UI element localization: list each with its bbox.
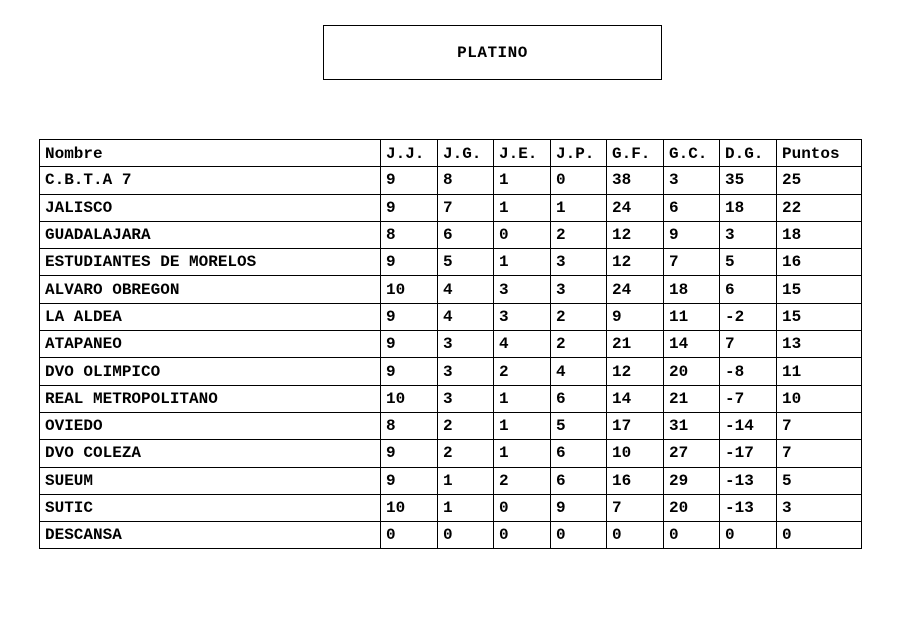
jg-cell: 8	[438, 167, 494, 194]
table-body	[40, 167, 862, 549]
dg-cell: -17	[720, 440, 777, 467]
table-row	[40, 167, 862, 194]
column-header-gf: G.F.	[607, 140, 664, 167]
gf-cell: 24	[607, 276, 664, 303]
jg-cell: 2	[438, 412, 494, 439]
gf-cell: 12	[607, 221, 664, 248]
gf-cell: 24	[607, 194, 664, 221]
jg-cell: 5	[438, 249, 494, 276]
jp-cell: 4	[551, 358, 607, 385]
column-header-jp: J.P.	[551, 140, 607, 167]
gc-cell: 9	[664, 221, 720, 248]
dg-cell: -8	[720, 358, 777, 385]
jg-cell: 1	[438, 494, 494, 521]
gf-cell: 17	[607, 412, 664, 439]
je-cell: 3	[494, 276, 551, 303]
je-cell: 1	[494, 194, 551, 221]
jj-cell: 8	[381, 221, 438, 248]
gc-cell: 3	[664, 167, 720, 194]
jg-cell: 7	[438, 194, 494, 221]
table-row	[40, 221, 862, 248]
jp-cell: 3	[551, 249, 607, 276]
points-cell: 13	[777, 331, 862, 358]
team-name-cell: C.B.T.A 7	[40, 167, 381, 194]
dg-cell: 0	[720, 522, 777, 549]
dg-cell: 3	[720, 221, 777, 248]
team-name-cell: DESCANSA	[40, 522, 381, 549]
dg-cell: -14	[720, 412, 777, 439]
gf-cell: 12	[607, 249, 664, 276]
table-row	[40, 467, 862, 494]
gf-cell: 14	[607, 385, 664, 412]
team-name-cell: REAL METROPOLITANO	[40, 385, 381, 412]
jp-cell: 6	[551, 385, 607, 412]
team-name-cell: SUTIC	[40, 494, 381, 521]
table-header-row	[40, 140, 862, 167]
jj-cell: 0	[381, 522, 438, 549]
column-header-je: J.E.	[494, 140, 551, 167]
table-row	[40, 303, 862, 330]
jg-cell: 0	[438, 522, 494, 549]
team-name-cell: DVO COLEZA	[40, 440, 381, 467]
table-row	[40, 385, 862, 412]
jp-cell: 2	[551, 221, 607, 248]
je-cell: 1	[494, 440, 551, 467]
je-cell: 4	[494, 331, 551, 358]
gf-cell: 0	[607, 522, 664, 549]
team-name-cell: JALISCO	[40, 194, 381, 221]
dg-cell: 6	[720, 276, 777, 303]
points-cell: 22	[777, 194, 862, 221]
table-row	[40, 522, 862, 549]
column-header-puntos: Puntos	[777, 140, 862, 167]
points-cell: 16	[777, 249, 862, 276]
jp-cell: 5	[551, 412, 607, 439]
jj-cell: 9	[381, 467, 438, 494]
jp-cell: 0	[551, 522, 607, 549]
gf-cell: 10	[607, 440, 664, 467]
dg-cell: 5	[720, 249, 777, 276]
standings-table	[39, 139, 862, 549]
dg-cell: -7	[720, 385, 777, 412]
team-name-cell: ALVARO OBREGON	[40, 276, 381, 303]
dg-cell: 35	[720, 167, 777, 194]
team-name-cell: OVIEDO	[40, 412, 381, 439]
jp-cell: 6	[551, 467, 607, 494]
table-row	[40, 249, 862, 276]
jg-cell: 4	[438, 276, 494, 303]
jj-cell: 9	[381, 194, 438, 221]
team-name-cell: ATAPANEO	[40, 331, 381, 358]
jj-cell: 9	[381, 358, 438, 385]
table-row	[40, 194, 862, 221]
je-cell: 3	[494, 303, 551, 330]
jg-cell: 2	[438, 440, 494, 467]
gc-cell: 0	[664, 522, 720, 549]
points-cell: 10	[777, 385, 862, 412]
gf-cell: 7	[607, 494, 664, 521]
je-cell: 2	[494, 467, 551, 494]
gc-cell: 11	[664, 303, 720, 330]
gf-cell: 12	[607, 358, 664, 385]
gc-cell: 29	[664, 467, 720, 494]
gf-cell: 16	[607, 467, 664, 494]
table-row	[40, 412, 862, 439]
points-cell: 3	[777, 494, 862, 521]
jg-cell: 4	[438, 303, 494, 330]
gc-cell: 20	[664, 494, 720, 521]
jj-cell: 9	[381, 331, 438, 358]
je-cell: 1	[494, 249, 551, 276]
table-row	[40, 358, 862, 385]
column-header-gc: G.C.	[664, 140, 720, 167]
dg-cell: 7	[720, 331, 777, 358]
dg-cell: -13	[720, 467, 777, 494]
jg-cell: 6	[438, 221, 494, 248]
jj-cell: 9	[381, 440, 438, 467]
dg-cell: -13	[720, 494, 777, 521]
gc-cell: 27	[664, 440, 720, 467]
jp-cell: 6	[551, 440, 607, 467]
je-cell: 1	[494, 167, 551, 194]
gc-cell: 20	[664, 358, 720, 385]
gf-cell: 9	[607, 303, 664, 330]
jj-cell: 9	[381, 249, 438, 276]
gf-cell: 38	[607, 167, 664, 194]
team-name-cell: GUADALAJARA	[40, 221, 381, 248]
gc-cell: 18	[664, 276, 720, 303]
jp-cell: 0	[551, 167, 607, 194]
jp-cell: 9	[551, 494, 607, 521]
jj-cell: 9	[381, 303, 438, 330]
points-cell: 7	[777, 440, 862, 467]
jp-cell: 3	[551, 276, 607, 303]
gc-cell: 31	[664, 412, 720, 439]
table-row	[40, 440, 862, 467]
je-cell: 1	[494, 385, 551, 412]
column-header-dg: D.G.	[720, 140, 777, 167]
points-cell: 15	[777, 276, 862, 303]
team-name-cell: DVO OLIMPICO	[40, 358, 381, 385]
gc-cell: 6	[664, 194, 720, 221]
jg-cell: 3	[438, 358, 494, 385]
points-cell: 11	[777, 358, 862, 385]
jg-cell: 3	[438, 385, 494, 412]
column-header-jg: J.G.	[438, 140, 494, 167]
points-cell: 5	[777, 467, 862, 494]
jj-cell: 10	[381, 385, 438, 412]
points-cell: 15	[777, 303, 862, 330]
dg-cell: 18	[720, 194, 777, 221]
page-title: PLATINO	[323, 25, 662, 80]
column-header-nombre: Nombre	[40, 140, 381, 167]
je-cell: 0	[494, 522, 551, 549]
jp-cell: 2	[551, 331, 607, 358]
jp-cell: 2	[551, 303, 607, 330]
team-name-cell: ESTUDIANTES DE MORELOS	[40, 249, 381, 276]
je-cell: 0	[494, 221, 551, 248]
points-cell: 0	[777, 522, 862, 549]
table-row	[40, 331, 862, 358]
jj-cell: 9	[381, 167, 438, 194]
team-name-cell: SUEUM	[40, 467, 381, 494]
jj-cell: 10	[381, 494, 438, 521]
points-cell: 7	[777, 412, 862, 439]
column-header-jj: J.J.	[381, 140, 438, 167]
points-cell: 25	[777, 167, 862, 194]
jj-cell: 10	[381, 276, 438, 303]
table-row	[40, 276, 862, 303]
gc-cell: 14	[664, 331, 720, 358]
table-row	[40, 494, 862, 521]
gc-cell: 7	[664, 249, 720, 276]
dg-cell: -2	[720, 303, 777, 330]
points-cell: 18	[777, 221, 862, 248]
jg-cell: 3	[438, 331, 494, 358]
jp-cell: 1	[551, 194, 607, 221]
jg-cell: 1	[438, 467, 494, 494]
jj-cell: 8	[381, 412, 438, 439]
gc-cell: 21	[664, 385, 720, 412]
je-cell: 2	[494, 358, 551, 385]
je-cell: 0	[494, 494, 551, 521]
je-cell: 1	[494, 412, 551, 439]
gf-cell: 21	[607, 331, 664, 358]
team-name-cell: LA ALDEA	[40, 303, 381, 330]
